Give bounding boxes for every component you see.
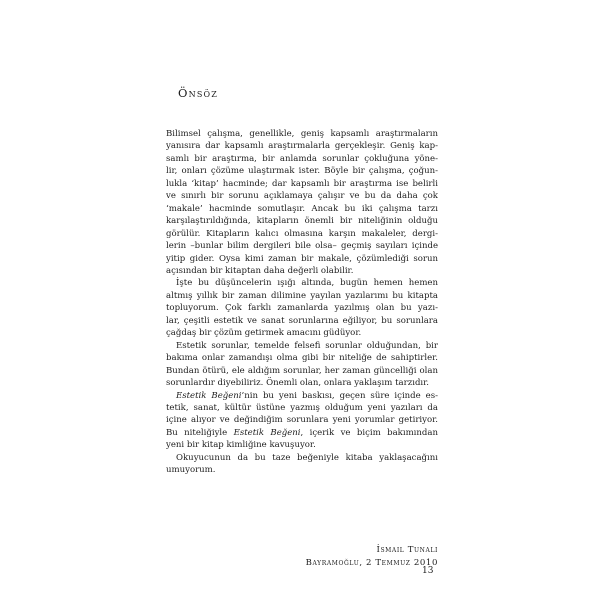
text-line: Bu niteliğiyle Estetik Beğeni, içerik ve biçim bakımından	[166, 427, 438, 438]
author-name: İsmail Tunalı	[376, 545, 438, 555]
text-line: topluyorum. Çok farklı zamanlarda yazılmış olan bu yazı-	[166, 303, 438, 314]
text-line: çağdaş bir çözüm getirmek amacını güdüyor.	[166, 328, 362, 339]
text-line: yeni bir kitap kimliğine kavuşuyor.	[166, 440, 316, 451]
text-line: Estetik sorunlar, temelde felsefi sorunlar olduğundan, bir	[176, 340, 438, 351]
text-line: yanısıra dar kapsamlı araştırmalarla gerçekleşir. Geniş kap-	[166, 141, 438, 152]
text-line: sorunlardır diyebiliriz. Önemli olan, onlara yaklaşım tarzıdır.	[166, 378, 430, 389]
place-date: Bayramoğlu, 2 Temmuz 2010	[305, 557, 438, 568]
page-number: 13	[422, 566, 434, 576]
text-line: görülür. Kitapların kalıcı olmasına karşın makaleler, dergi-	[166, 228, 438, 239]
text-line: altmış yıllık bir zaman dilimine yayılan yazılarımı bu kitapta	[166, 290, 438, 301]
text-line: karşılaştırıldığında, kitapların önemli bir niteliğinin olduğu	[166, 216, 438, 227]
text-line: lukla ‘kitap’ hacminde; dar kapsamlı bir araştırma ise belirli	[166, 178, 438, 189]
book-title-italic: Estetik Beğeni	[176, 390, 242, 401]
signature	[306, 544, 438, 569]
text-line: Okuyucunun da bu taze beğeniyle kitaba yaklaşacağını	[176, 452, 438, 463]
text-line: açısından bir kitaptan daha değerli olabilir.	[166, 265, 354, 276]
text-line: tetik, sanat, kültür üstüne yazmış olduğum yeni yazıları da	[166, 402, 438, 413]
paragraph-3	[166, 340, 438, 390]
paragraph-2	[166, 277, 438, 339]
paragraph-1	[166, 128, 438, 277]
text-line: Bilimsel çalışma, genellikle, geniş kapsamlı araştırmaların	[166, 129, 438, 139]
paragraph-4	[166, 390, 438, 452]
text-line: ‘makale’ hacminde somutlaşır. Ancak bu iki çalışma tarzı	[166, 203, 438, 214]
text-line: içine alıyor ve değindiğim sorunlara yeni yorumlar getiriyor.	[166, 415, 438, 426]
text-line: ve sınırlı bir sorunu açıklamaya çalışır ve bu da daha çok	[166, 191, 438, 202]
book-title-italic: Estetik Beğeni	[233, 427, 301, 438]
text-line: umuyorum.	[166, 465, 216, 476]
text-line: lir, onları çözüme ulaştırmak ister. Böyle bir çalışma, çoğun-	[166, 166, 438, 177]
body-text	[166, 128, 438, 477]
text-line: lerin –bunlar bilim dergileri bile olsa– geçmiş sayıları içinde	[166, 241, 438, 252]
text-line: Estetik Beğeni’nin bu yeni baskısı, geçen süre içinde es-	[176, 390, 438, 401]
text-line: lar, çeşitli estetik ve sanat sorunlarına eğiliyor, bu sorunlara	[166, 315, 438, 326]
text-line: yitip gider. Oysa kimi zaman bir makale, çözümlediği sorun	[166, 253, 438, 264]
text-line: Bundan ötürü, ele aldığım sorunlar, her zaman güncelliği olan	[166, 365, 438, 376]
text-line: bakıma onlar zamandışı olma gibi bir niteliğe de sahiptirler.	[166, 353, 438, 364]
paragraph-5	[166, 452, 438, 477]
page-heading: Önsöz	[178, 86, 219, 100]
text-line: samlı bir araştırma, bir anlamda sorunlar çokluğuna yöne-	[166, 153, 438, 164]
text-line: İşte bu düşüncelerin ışığı altında, bugün hemen hemen	[176, 278, 438, 289]
